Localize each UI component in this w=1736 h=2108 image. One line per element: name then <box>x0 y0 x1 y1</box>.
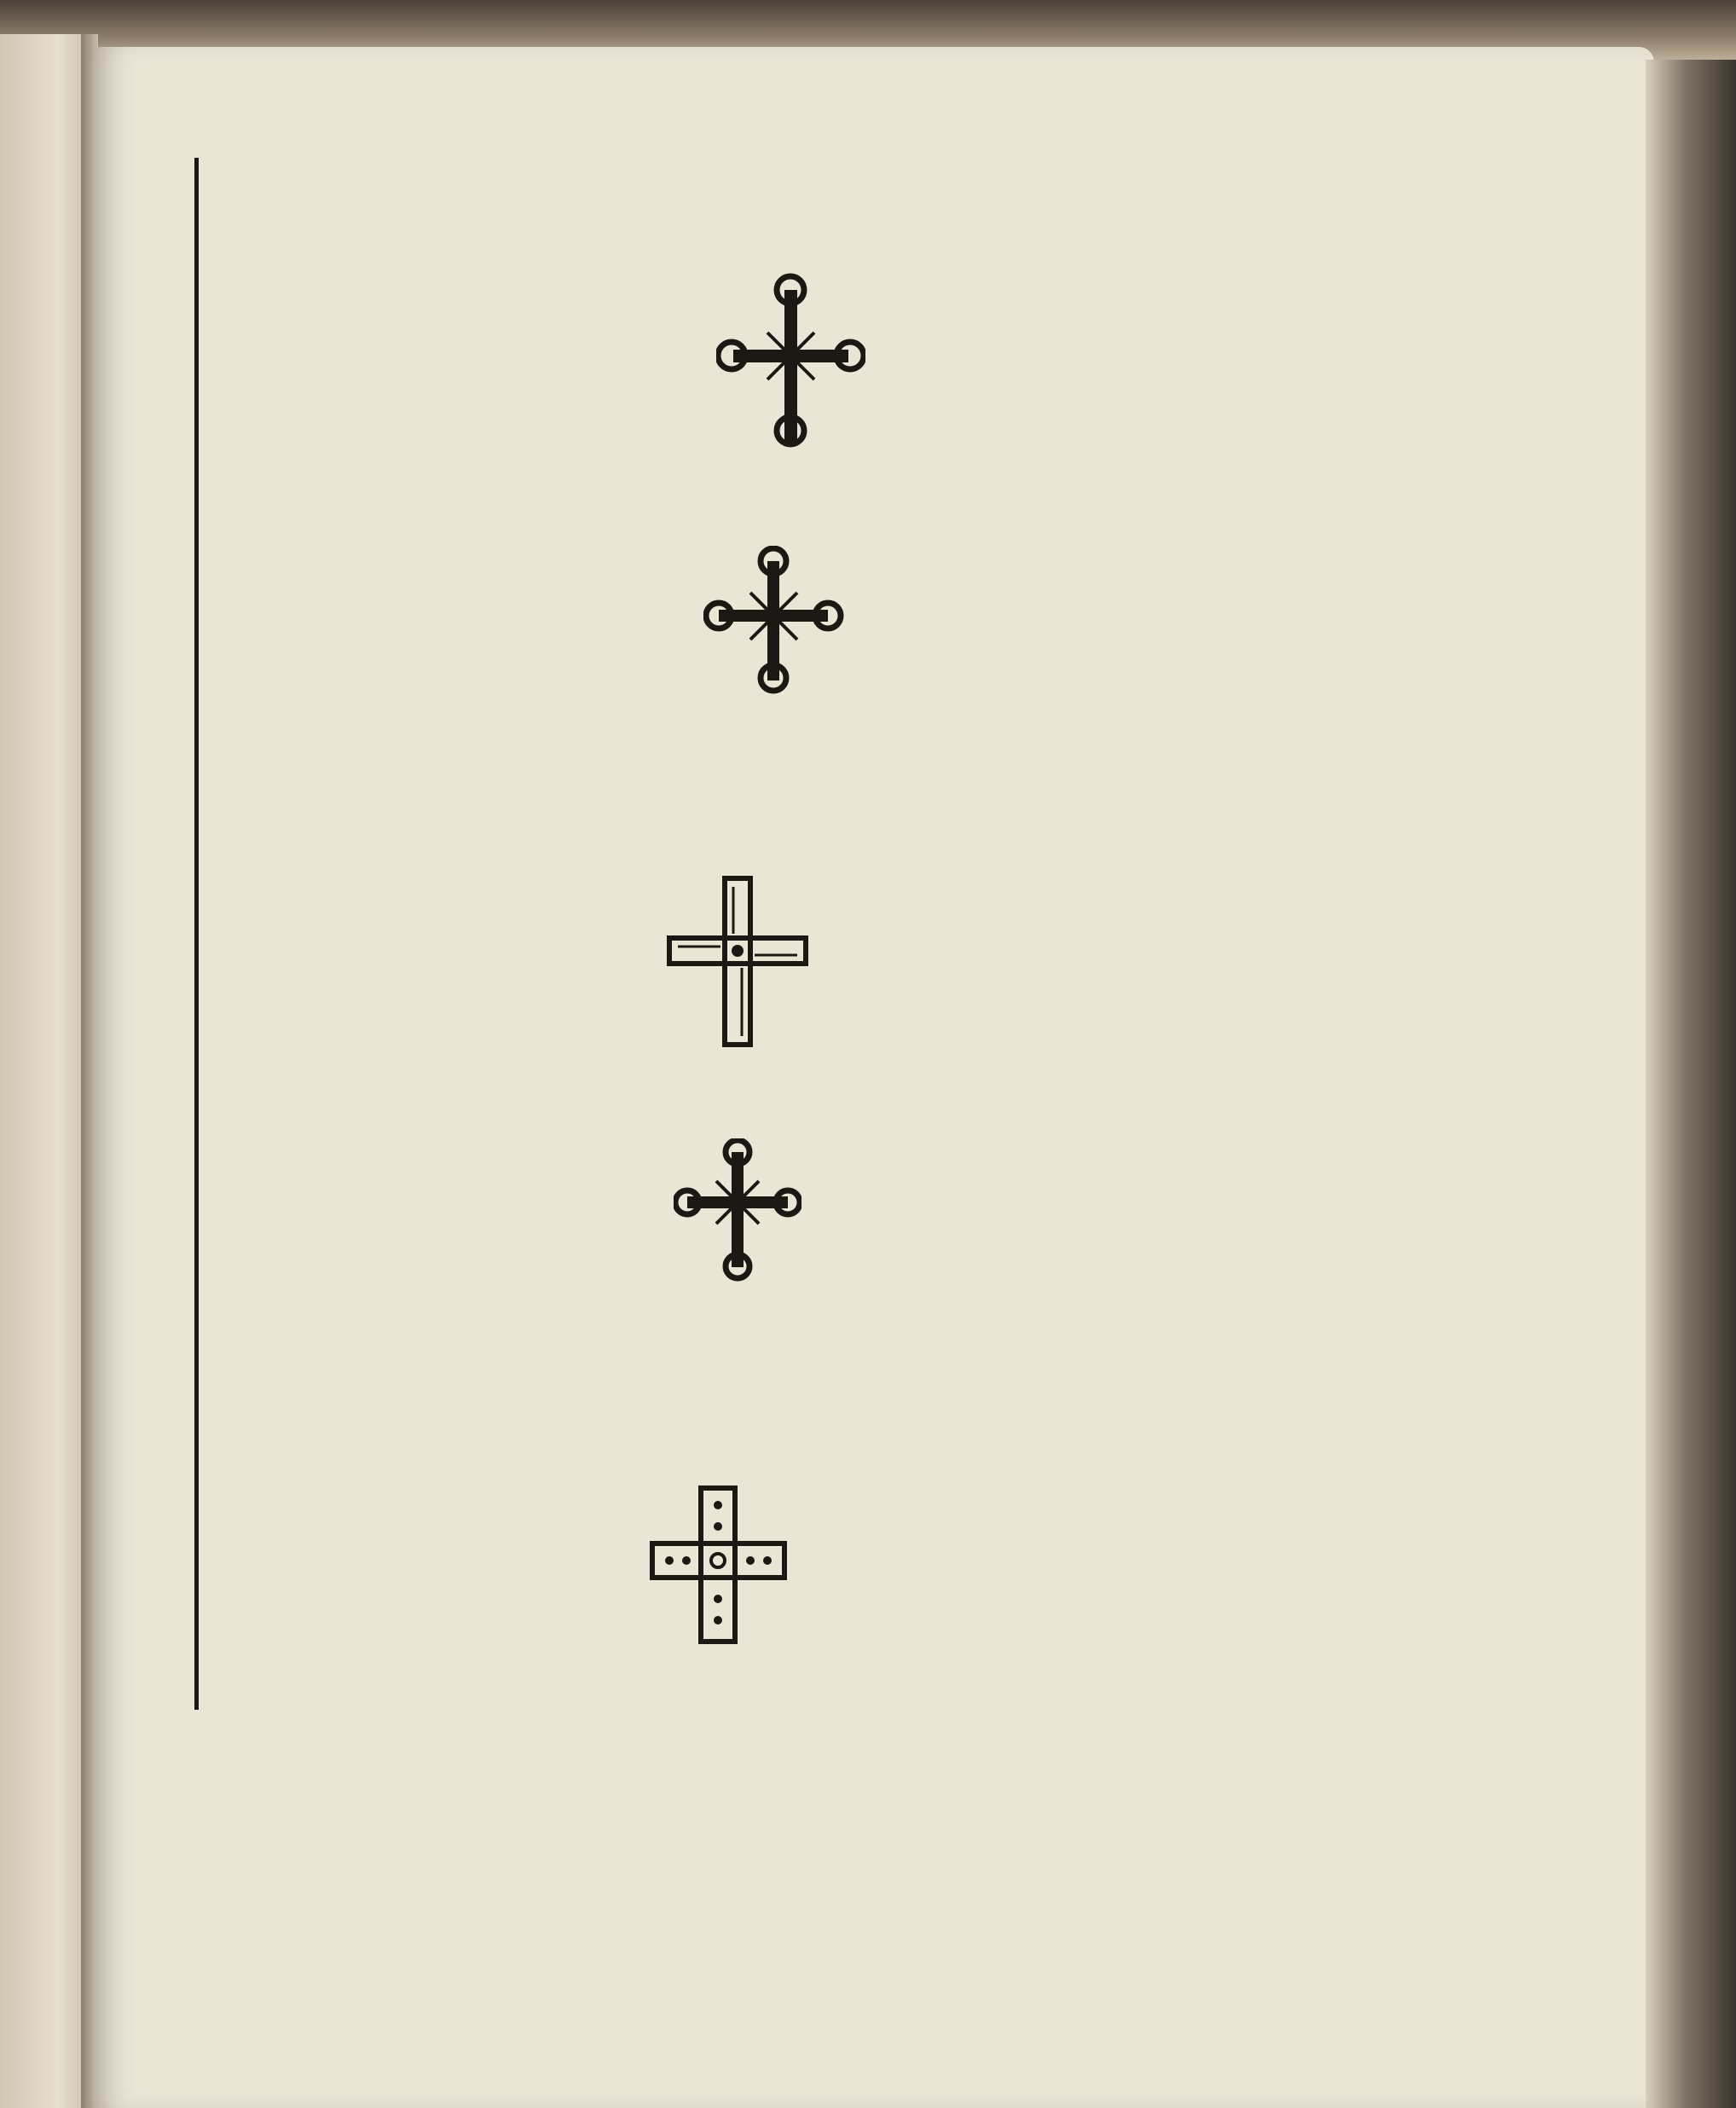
top-ornament-border <box>226 153 1219 222</box>
left-page-edge <box>0 34 81 2108</box>
trefoil-cross-icon <box>674 1138 801 1283</box>
latin-cross-icon <box>665 874 810 1049</box>
trefoil-cross-icon <box>716 273 865 452</box>
trefoil-cross-icon <box>703 546 844 695</box>
frame-left-rule <box>194 158 199 1710</box>
page <box>94 47 1654 2108</box>
studded-cross-icon <box>648 1484 789 1646</box>
right-ornament-border <box>1288 145 1356 1740</box>
right-page-edge <box>1646 60 1736 2108</box>
bottom-ornament-border <box>198 1650 1332 1740</box>
